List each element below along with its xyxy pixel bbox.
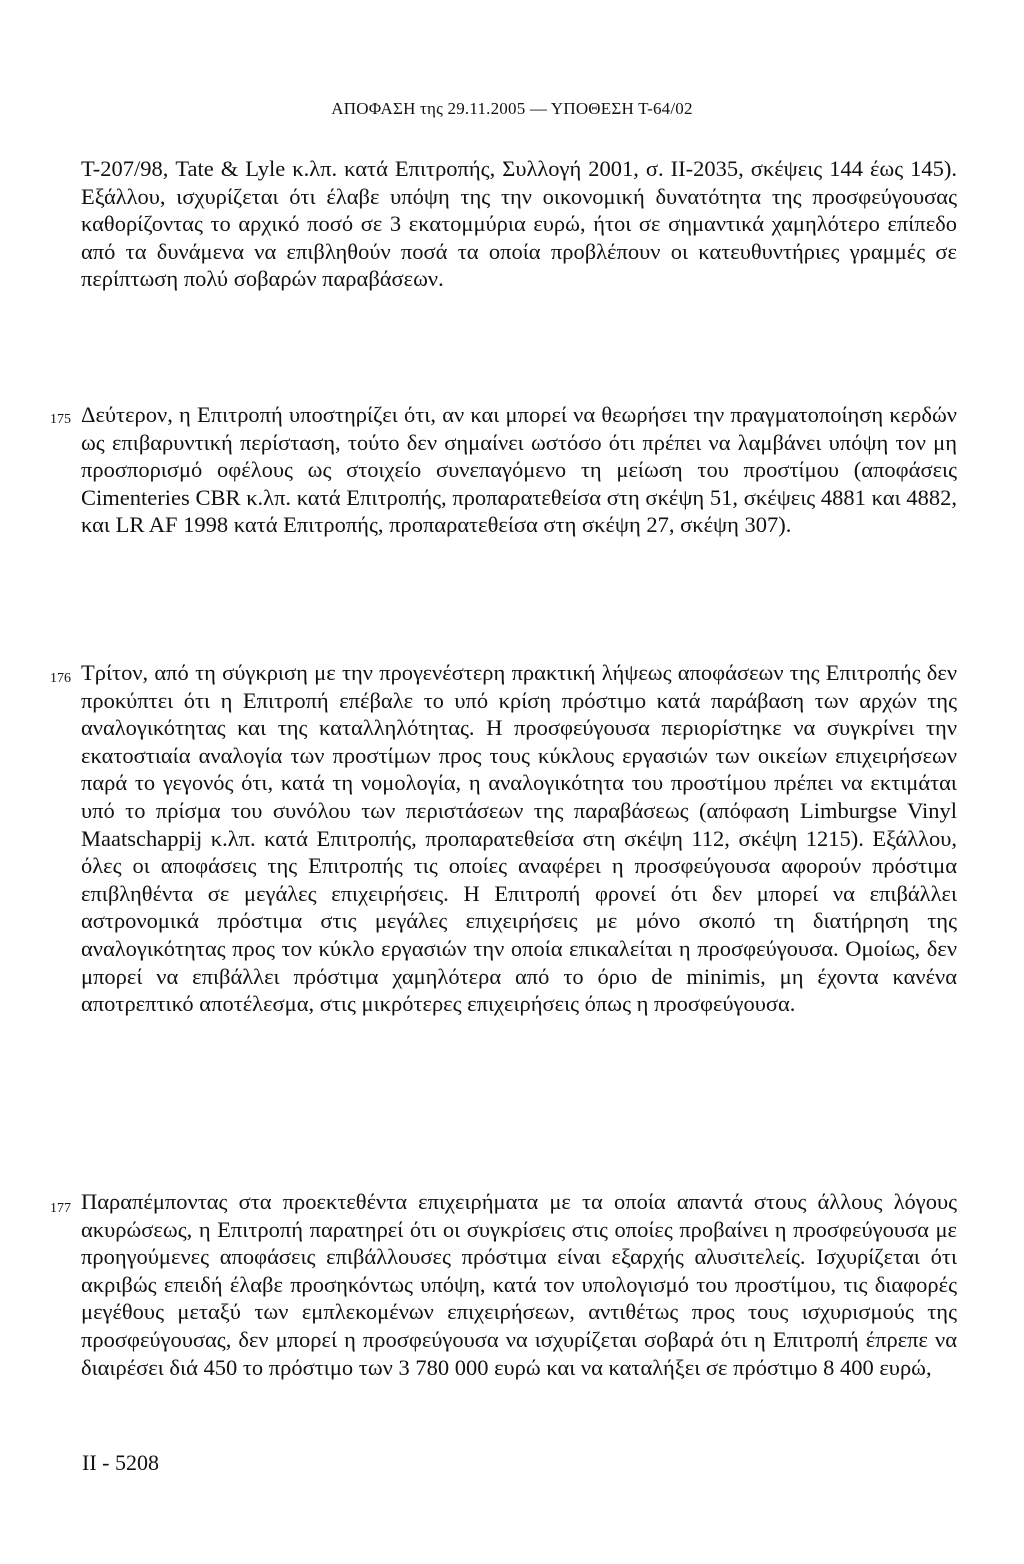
paragraph-177: Παραπέμποντας στα προεκτεθέντα επιχειρήματα με τα οποία απαντά στους άλλους λόγους ακυρώσεως, η Επιτροπή παρατηρεί ότι οι συγκρίσεις στις οποίες προβαίνει η προσφεύγουσα με προηγούμενες αποφάσεις επιβάλλουσες πρόστιμα είναι εξαρχής αλυσιτελείς. Ισχυρίζεται ότι ακριβώς επειδή έλαβε προσηκόντως υπόψη, κατά τον υπολογισμό του προστίμου, τις διαφορές μεγέθους μεταξύ των εμπλεκομένων επιχειρήσεων, αντιθέτως προς τους ισχυρισμούς της προσφεύγουσας, δεν μπορεί η προσφεύγουσα να ισχυρίζεται σοβαρά ότι η Επιτροπή έπρεπε να διαιρέσει διά 450 το πρόστιμο των 3 780 000 ευρώ και να καταλήξει σε πρόστιμο 8 400 ευρώ,: [81, 1189, 957, 1380]
paragraph-176: Τρίτον, από τη σύγκριση με την προγενέστερη πρακτική λήψεως αποφάσεων της Επιτροπής δεν προκύπτει ότι η Επιτροπή επέβαλε το υπό κρίση πρόστιμο κατά παράβαση των αρχών της αναλογικότητας και της καταλληλότητας. Η προσφεύγουσα περιορίστηκε να συγκρίνει την εκατοστιαία αναλογία των προστίμων προς τους κύκλους εργασιών των οικείων επιχειρήσεων παρά το γεγονός ότι, κατά τη νομολογία, η αναλογικότητα του προστίμου πρέπει να εκτιμάται υπό το πρίσμα του συνόλου των περιστάσεων της παραβάσεως (απόφαση Limburgse Vinyl Maatschappij κ.λπ. κατά Επιτροπής, προπαρατεθείσα στη σκέψη 112, σκέψη 1215). Εξάλλου, όλες οι αποφάσεις της Επιτροπής τις οποίες αναφέρει η προσφεύγουσα αφορούν πρόστιμα επιβληθέντα σε μεγάλες επιχειρήσεις. Η Επιτροπή φρονεί ότι δεν μπορεί να επιβάλλει αστρονομικά πρόστιμα στις μεγάλες επιχειρήσεις με μόνο σκοπό τη διατήρηση της αναλογικότητας προς τον κύκλο εργασιών την οποία επικαλείται η προσφεύγουσα. Ομοίως, δεν μπορεί να επιβάλλει πρόστιμα χαμηλότερα από το όριο de minimis, μη έχοντα κανένα αποτρεπτικό αποτέλεσμα, στις μικρότερες επιχειρήσεις όπως η προσφεύγουσα.: [81, 660, 957, 1017]
paragraph-number-176: 176: [50, 671, 71, 686]
running-header: ΑΠΟΦΑΣΗ της 29.11.2005 — ΥΠΟΘΕΣΗ Τ-64/02: [331, 99, 693, 118]
page-number: II - 5208: [82, 1450, 159, 1475]
continuation-paragraph: Τ-207/98, Tate & Lyle κ.λπ. κατά Επιτροπής, Συλλογή 2001, σ. ΙΙ-2035, σκέψεις 144 έως 145). Εξάλλου, ισχυρίζεται ότι έλαβε υπόψη της την οικονομική δυνατότητα της προσφεύγουσας καθορίζοντας το αρχικό ποσό σε 3 εκατομμύρια ευρώ, ήτοι σε σημαντικά χαμηλότερο επίπεδο από τα δυνάμενα να επιβληθούν ποσά τα οποία προβλέπουν οι κατευθυντήριες γραμμές σε περίπτωση πολύ σοβαρών παραβάσεων.: [81, 156, 957, 292]
paragraph-number-177: 177: [50, 1201, 71, 1216]
paragraph-175: Δεύτερον, η Επιτροπή υποστηρίζει ότι, αν και μπορεί να θεωρήσει την πραγματοποίηση κερδών ως επιβαρυντική περίσταση, τούτο δεν σημαίνει ωστόσο ότι πρέπει να λαμβάνει υπόψη τον μη προσπορισμό οφέλους ως στοιχείο συνεπαγόμενο τη μείωση του προστίμου (αποφάσεις Cimenteries CBR κ.λπ. κατά Επιτροπής, προπαρατεθείσα στη σκέψη 51, σκέψεις 4881 και 4882, και LR AF 1998 κατά Επιτροπής, προπαρατεθείσα στη σκέψη 27, σκέψη 307).: [81, 402, 957, 538]
paragraph-number-175: 175: [50, 412, 71, 427]
